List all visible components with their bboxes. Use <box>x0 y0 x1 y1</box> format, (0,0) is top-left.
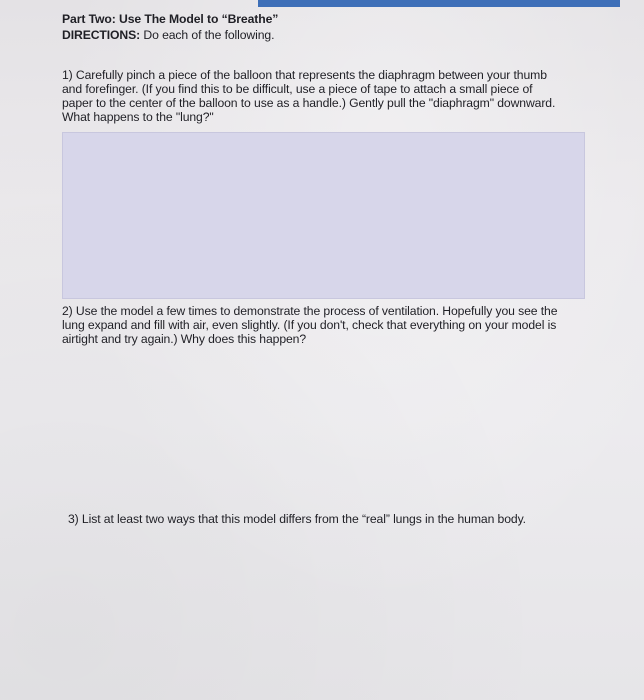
question-3-line-1: 3) List at least two ways that this model differs from the “real” lungs in the human body. <box>68 512 526 526</box>
question-1-line-2: and forefinger. (If you find this to be difficult, use a piece of tape to attach a small piece of <box>62 82 533 96</box>
question-1-line-1: 1) Carefully pinch a piece of the balloon that represents the diaphragm between your thumb <box>62 68 547 82</box>
question-1-line-4: What happens to the "lung?" <box>62 110 214 124</box>
question-1-answer-box[interactable] <box>62 132 585 299</box>
page-title: Part Two: Use The Model to “Breathe” <box>62 12 279 26</box>
question-2-line-2: lung expand and fill with air, even slightly. (If you don't, check that everything on your model is <box>62 318 557 332</box>
question-1-line-3: paper to the center of the balloon to use as a handle.) Gently pull the "diaphragm" downward. <box>62 96 556 110</box>
header-color-strip <box>258 0 620 7</box>
question-2-line-3: airtight and try again.) Why does this happen? <box>62 332 307 346</box>
directions-text: Do each of the following. <box>140 28 275 42</box>
directions-line <box>62 28 274 42</box>
question-2-line-1: 2) Use the model a few times to demonstrate the process of ventilation. Hopefully you see the <box>62 304 558 318</box>
directions-label: DIRECTIONS: <box>62 28 141 42</box>
